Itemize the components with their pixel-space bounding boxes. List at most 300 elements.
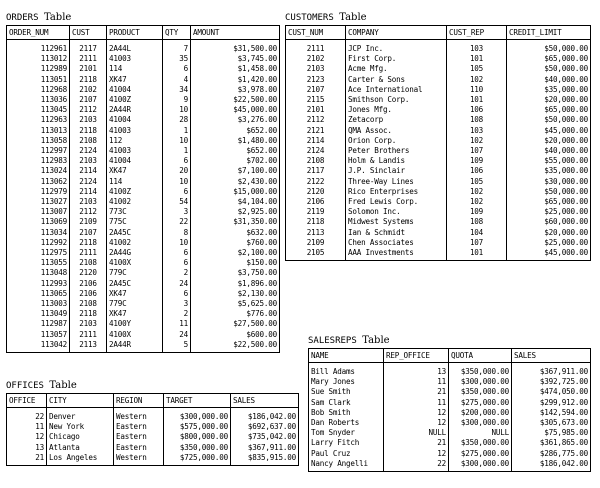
offices-table-name: OFFICES	[6, 381, 44, 391]
offices-cell: $367,911.00	[231, 443, 299, 453]
offices-cell: $186,042.00	[231, 408, 299, 423]
customers-cell: $50,000.00	[507, 40, 591, 55]
salesreps-row	[309, 428, 591, 438]
salesreps-row	[309, 459, 591, 472]
salesreps-cell: 12	[384, 418, 449, 428]
salesreps-cell: $367,911.00	[512, 363, 591, 378]
offices-table-label: Table	[49, 380, 77, 391]
offices-row	[7, 453, 299, 466]
orders-cell: 112987	[7, 319, 70, 329]
customers-row	[286, 217, 591, 227]
customers-cell: $20,000.00	[507, 228, 591, 238]
orders-cell: $1,480.00	[191, 136, 280, 146]
orders-row	[7, 197, 280, 207]
orders-cell: $150.00	[191, 258, 280, 268]
orders-cell: 4100Z	[107, 95, 163, 105]
customers-row	[286, 197, 591, 207]
salesreps-cell: Tom Snyder	[309, 428, 384, 438]
salesreps-cell: 21	[384, 438, 449, 448]
customers-cell: Fred Lewis Corp.	[346, 197, 447, 207]
customers-cell: 2122	[286, 177, 346, 187]
customers-cell: 103	[447, 126, 507, 136]
orders-cell: 5	[163, 340, 191, 353]
customers-cell: $50,000.00	[507, 64, 591, 74]
salesreps-cell: $300,000.00	[449, 459, 512, 472]
customers-row	[286, 248, 591, 261]
orders-cell: $3,750.00	[191, 268, 280, 278]
orders-row	[7, 330, 280, 340]
orders-cell: $760.00	[191, 238, 280, 248]
orders-cell: 4100Y	[107, 319, 163, 329]
orders-cell: 10	[163, 136, 191, 146]
orders-cell: $600.00	[191, 330, 280, 340]
customers-cell: $50,000.00	[507, 115, 591, 125]
salesreps-cell: 11	[384, 398, 449, 408]
customers-cell: $50,000.00	[507, 187, 591, 197]
orders-cell: 2112	[70, 105, 107, 115]
salesreps-row	[309, 398, 591, 408]
orders-row	[7, 309, 280, 319]
customers-cell: 2118	[286, 217, 346, 227]
customers-cell: 106	[447, 166, 507, 176]
orders-cell: 779C	[107, 299, 163, 309]
customers-cell: $60,000.00	[507, 217, 591, 227]
orders-row	[7, 54, 280, 64]
orders-cell: 6	[163, 64, 191, 74]
orders-cell: $776.00	[191, 309, 280, 319]
orders-cell: 114	[107, 64, 163, 74]
customers-cell: 2111	[286, 40, 346, 55]
salesreps-cell: NULL	[449, 428, 512, 438]
orders-cell: $1,896.00	[191, 279, 280, 289]
customers-row	[286, 85, 591, 95]
offices-cell: $725,000.00	[164, 453, 231, 466]
salesreps-cell: 12	[384, 408, 449, 418]
orders-cell: 4100X	[107, 258, 163, 268]
offices-col-sales: SALES	[231, 394, 299, 408]
orders-cell: 113062	[7, 177, 70, 187]
orders-cell: 2103	[70, 319, 107, 329]
customers-cell: $40,000.00	[507, 75, 591, 85]
orders-cell: 113045	[7, 105, 70, 115]
offices-table-block	[6, 380, 299, 466]
orders-cell: 113042	[7, 340, 70, 353]
salesreps-table	[308, 348, 591, 472]
orders-cell: 2A44G	[107, 248, 163, 258]
customers-cell: 2113	[286, 228, 346, 238]
customers-cell: $25,000.00	[507, 238, 591, 248]
salesreps-row	[309, 377, 591, 387]
customers-cell: 102	[447, 136, 507, 146]
orders-row	[7, 146, 280, 156]
customers-table-label: Table	[339, 12, 367, 23]
customers-row	[286, 166, 591, 176]
orders-cell: 112968	[7, 85, 70, 95]
salesreps-cell: $350,000.00	[449, 363, 512, 378]
orders-cell: $632.00	[191, 228, 280, 238]
offices-cell: Eastern	[114, 422, 164, 432]
orders-cell: 2124	[70, 146, 107, 156]
customers-cell: $20,000.00	[507, 95, 591, 105]
customers-cell: 2105	[286, 248, 346, 261]
orders-cell: 1	[163, 146, 191, 156]
orders-cell: XK47	[107, 309, 163, 319]
customers-cell: $30,000.00	[507, 177, 591, 187]
orders-row	[7, 228, 280, 238]
customers-cell: 2120	[286, 187, 346, 197]
orders-cell: 10	[163, 105, 191, 115]
salesreps-cell: $275,000.00	[449, 398, 512, 408]
customers-row	[286, 228, 591, 238]
orders-cell: 2109	[70, 217, 107, 227]
customers-cell: First Corp.	[346, 54, 447, 64]
salesreps-row	[309, 449, 591, 459]
orders-cell: 35	[163, 54, 191, 64]
orders-cell: 114	[107, 177, 163, 187]
customers-cell: JCP Inc.	[346, 40, 447, 55]
customers-cell: 108	[447, 217, 507, 227]
salesreps-cell: $300,000.00	[449, 377, 512, 387]
orders-cell: 6	[163, 248, 191, 258]
customers-cell: $65,000.00	[507, 105, 591, 115]
orders-cell: 2118	[70, 75, 107, 85]
customers-cell: 104	[447, 228, 507, 238]
orders-cell: 113027	[7, 197, 70, 207]
orders-cell: 9	[163, 95, 191, 105]
orders-row	[7, 289, 280, 299]
customers-cell: Midwest Systems	[346, 217, 447, 227]
orders-table-label: Table	[43, 12, 72, 23]
orders-row	[7, 207, 280, 217]
orders-row	[7, 258, 280, 268]
orders-cell: 7	[163, 40, 191, 55]
orders-cell: 2103	[70, 115, 107, 125]
customers-cell: 105	[447, 177, 507, 187]
customers-row	[286, 146, 591, 156]
offices-cell: Eastern	[114, 432, 164, 442]
orders-cell: 2118	[70, 126, 107, 136]
orders-cell: 34	[163, 85, 191, 95]
offices-cell: Atlanta	[47, 443, 114, 453]
customers-row	[286, 115, 591, 125]
orders-cell: $45,000.00	[191, 105, 280, 115]
customers-cell: Jones Mfg.	[346, 105, 447, 115]
orders-cell: 112989	[7, 64, 70, 74]
orders-cell: 2106	[70, 279, 107, 289]
customers-cell: $65,000.00	[507, 197, 591, 207]
orders-row	[7, 187, 280, 197]
offices-cell: New York	[47, 422, 114, 432]
orders-cell: 113003	[7, 299, 70, 309]
customers-cell: 107	[447, 146, 507, 156]
salesreps-cell: 11	[384, 377, 449, 387]
offices-cell: 21	[7, 453, 47, 466]
customers-row	[286, 136, 591, 146]
salesreps-cell: $275,000.00	[449, 449, 512, 459]
salesreps-cell: Dan Roberts	[309, 418, 384, 428]
orders-cell: 2114	[70, 187, 107, 197]
orders-cell: 24	[163, 330, 191, 340]
customers-row	[286, 187, 591, 197]
offices-col-office: OFFICE	[7, 394, 47, 408]
orders-cell: $2,130.00	[191, 289, 280, 299]
orders-cell: 113036	[7, 95, 70, 105]
orders-row	[7, 248, 280, 258]
customers-cell: Peter Brothers	[346, 146, 447, 156]
customers-cell: 2117	[286, 166, 346, 176]
customers-cell: 2124	[286, 146, 346, 156]
customers-cell: 2106	[286, 197, 346, 207]
salesreps-table-block	[308, 335, 591, 472]
orders-cell: 41004	[107, 85, 163, 95]
offices-cell: $300,000.00	[164, 408, 231, 423]
orders-cell: 22	[163, 217, 191, 227]
orders-row	[7, 279, 280, 289]
offices-cell: 22	[7, 408, 47, 423]
orders-cell: 112997	[7, 146, 70, 156]
orders-cell: 2117	[70, 40, 107, 55]
orders-cell: 2102	[70, 85, 107, 95]
orders-col-qty: QTY	[163, 26, 191, 40]
orders-cell: 113034	[7, 228, 70, 238]
offices-table-body	[7, 408, 299, 466]
offices-row	[7, 408, 299, 423]
orders-cell: 113007	[7, 207, 70, 217]
offices-cell: Chicago	[47, 432, 114, 442]
customers-cell: 101	[447, 248, 507, 261]
orders-col-product: PRODUCT	[107, 26, 163, 40]
offices-cell: $575,000.00	[164, 422, 231, 432]
customers-cell: Acme Mfg.	[346, 64, 447, 74]
orders-row	[7, 319, 280, 329]
orders-cell: 2	[163, 268, 191, 278]
customers-cell: 108	[447, 115, 507, 125]
orders-cell: 3	[163, 207, 191, 217]
orders-cell: 2112	[70, 207, 107, 217]
orders-cell: $5,625.00	[191, 299, 280, 309]
customers-cell: $25,000.00	[507, 207, 591, 217]
orders-cell: 112975	[7, 248, 70, 258]
customers-row	[286, 64, 591, 74]
orders-cell: 2103	[70, 156, 107, 166]
orders-cell: $15,000.00	[191, 187, 280, 197]
offices-table	[6, 393, 299, 466]
salesreps-col-name: NAME	[309, 349, 384, 363]
salesreps-row	[309, 438, 591, 448]
customers-cell: 109	[447, 156, 507, 166]
orders-cell: $652.00	[191, 126, 280, 136]
customers-cell: Solomon Inc.	[346, 207, 447, 217]
offices-cell: $350,000.00	[164, 443, 231, 453]
offices-col-target: TARGET	[164, 394, 231, 408]
customers-cell: 2108	[286, 156, 346, 166]
orders-cell: 11	[163, 319, 191, 329]
salesreps-cell: Paul Cruz	[309, 449, 384, 459]
orders-cell: 779C	[107, 268, 163, 278]
orders-cell: 775C	[107, 217, 163, 227]
orders-table	[6, 25, 280, 353]
customers-row	[286, 238, 591, 248]
orders-table-caption	[6, 12, 280, 24]
customers-cell: $45,000.00	[507, 126, 591, 136]
orders-cell: 113049	[7, 309, 70, 319]
orders-cell: 24	[163, 279, 191, 289]
orders-cell: $31,350.00	[191, 217, 280, 227]
customers-row	[286, 75, 591, 85]
customers-cell: 2123	[286, 75, 346, 85]
customers-row	[286, 177, 591, 187]
customers-cell: 101	[447, 95, 507, 105]
orders-cell: 113048	[7, 268, 70, 278]
orders-cell: 10	[163, 177, 191, 187]
orders-cell: 3	[163, 299, 191, 309]
customers-cell: 106	[447, 105, 507, 115]
orders-cell: 113057	[7, 330, 70, 340]
orders-cell: 113012	[7, 54, 70, 64]
orders-cell: 41003	[107, 54, 163, 64]
offices-cell: Denver	[47, 408, 114, 423]
customers-cell: $35,000.00	[507, 85, 591, 95]
orders-cell: $3,978.00	[191, 85, 280, 95]
salesreps-cell: NULL	[384, 428, 449, 438]
offices-cell: $692,637.00	[231, 422, 299, 432]
customers-cell: 102	[447, 187, 507, 197]
orders-row	[7, 268, 280, 278]
customers-cell: $45,000.00	[507, 248, 591, 261]
orders-cell: $702.00	[191, 156, 280, 166]
salesreps-cell: $350,000.00	[449, 438, 512, 448]
salesreps-cell: 13	[384, 363, 449, 378]
offices-cell: Los Angeles	[47, 453, 114, 466]
salesreps-cell: Nancy Angelli	[309, 459, 384, 472]
customers-cell: 102	[447, 75, 507, 85]
customers-cell: 110	[447, 85, 507, 95]
orders-cell: 112979	[7, 187, 70, 197]
orders-cell: 112961	[7, 40, 70, 55]
orders-row	[7, 115, 280, 125]
customers-cell: 2107	[286, 85, 346, 95]
orders-row	[7, 166, 280, 176]
customers-row	[286, 105, 591, 115]
salesreps-cell: $142,594.00	[512, 408, 591, 418]
orders-cell: 2124	[70, 177, 107, 187]
orders-cell: $1,458.00	[191, 64, 280, 74]
orders-row	[7, 340, 280, 353]
orders-cell: $3,745.00	[191, 54, 280, 64]
orders-cell: 2111	[70, 248, 107, 258]
customers-cell: Zetacorp	[346, 115, 447, 125]
orders-cell: 6	[163, 187, 191, 197]
orders-cell: 2	[163, 309, 191, 319]
orders-cell: 773C	[107, 207, 163, 217]
orders-cell: 2108	[70, 258, 107, 268]
salesreps-cell: $75,985.00	[512, 428, 591, 438]
orders-cell: 4100Z	[107, 187, 163, 197]
customers-cell: Carter & Sons	[346, 75, 447, 85]
orders-cell: 113058	[7, 136, 70, 146]
customers-cell: Orion Corp.	[346, 136, 447, 146]
offices-cell: Eastern	[114, 443, 164, 453]
orders-cell: 113055	[7, 258, 70, 268]
customers-row	[286, 54, 591, 64]
offices-cell: 12	[7, 432, 47, 442]
orders-cell: 2118	[70, 309, 107, 319]
offices-row	[7, 422, 299, 432]
salesreps-row	[309, 418, 591, 428]
salesreps-col-quota: QUOTA	[449, 349, 512, 363]
orders-cell: 41004	[107, 115, 163, 125]
orders-cell: 4100X	[107, 330, 163, 340]
salesreps-col-sales: SALES	[512, 349, 591, 363]
salesreps-row	[309, 363, 591, 378]
customers-cell: Holm & Landis	[346, 156, 447, 166]
orders-cell: 2107	[70, 228, 107, 238]
customers-cell: $40,000.00	[507, 146, 591, 156]
orders-cell: $22,500.00	[191, 95, 280, 105]
orders-cell: 113065	[7, 289, 70, 299]
salesreps-cell: $286,775.00	[512, 449, 591, 459]
customers-col-cust-num: CUST_NUM	[286, 26, 346, 40]
customers-cell: 2103	[286, 64, 346, 74]
customers-row	[286, 95, 591, 105]
orders-cell: XK47	[107, 289, 163, 299]
orders-cell: $2,430.00	[191, 177, 280, 187]
orders-cell: $31,500.00	[191, 40, 280, 55]
salesreps-col-rep-office: REP_OFFICE	[384, 349, 449, 363]
salesreps-cell: 21	[384, 387, 449, 397]
customers-cell: Chen Associates	[346, 238, 447, 248]
customers-cell: Smithson Corp.	[346, 95, 447, 105]
orders-table-body	[7, 40, 280, 353]
orders-cell: 2107	[70, 95, 107, 105]
salesreps-row	[309, 408, 591, 418]
orders-cell: 41004	[107, 156, 163, 166]
orders-cell: 54	[163, 197, 191, 207]
customers-table-body	[286, 40, 591, 261]
orders-row	[7, 217, 280, 227]
orders-row	[7, 105, 280, 115]
orders-cell: 112963	[7, 115, 70, 125]
orders-row	[7, 95, 280, 105]
orders-cell: 113013	[7, 126, 70, 136]
salesreps-cell: $305,673.00	[512, 418, 591, 428]
orders-cell: 41002	[107, 238, 163, 248]
salesreps-cell: $186,042.00	[512, 459, 591, 472]
customers-table-block	[285, 12, 591, 261]
customers-cell: 2121	[286, 126, 346, 136]
orders-cell: 2101	[70, 64, 107, 74]
customers-cell: 2109	[286, 238, 346, 248]
orders-cell: $2,100.00	[191, 248, 280, 258]
orders-cell: 113024	[7, 166, 70, 176]
customers-col-company: COMPANY	[346, 26, 447, 40]
orders-cell: 10	[163, 238, 191, 248]
orders-cell: 2A45C	[107, 228, 163, 238]
salesreps-cell: $200,000.00	[449, 408, 512, 418]
customers-cell: Three-Way Lines	[346, 177, 447, 187]
orders-row	[7, 40, 280, 55]
customers-row	[286, 126, 591, 136]
orders-cell: $4,104.00	[191, 197, 280, 207]
orders-cell: 2103	[70, 197, 107, 207]
customers-table	[285, 25, 591, 261]
orders-cell: 6	[163, 289, 191, 299]
orders-row	[7, 299, 280, 309]
orders-cell: 1	[163, 126, 191, 136]
offices-cell: $835,915.00	[231, 453, 299, 466]
orders-cell: 20	[163, 166, 191, 176]
orders-cell: 8	[163, 228, 191, 238]
